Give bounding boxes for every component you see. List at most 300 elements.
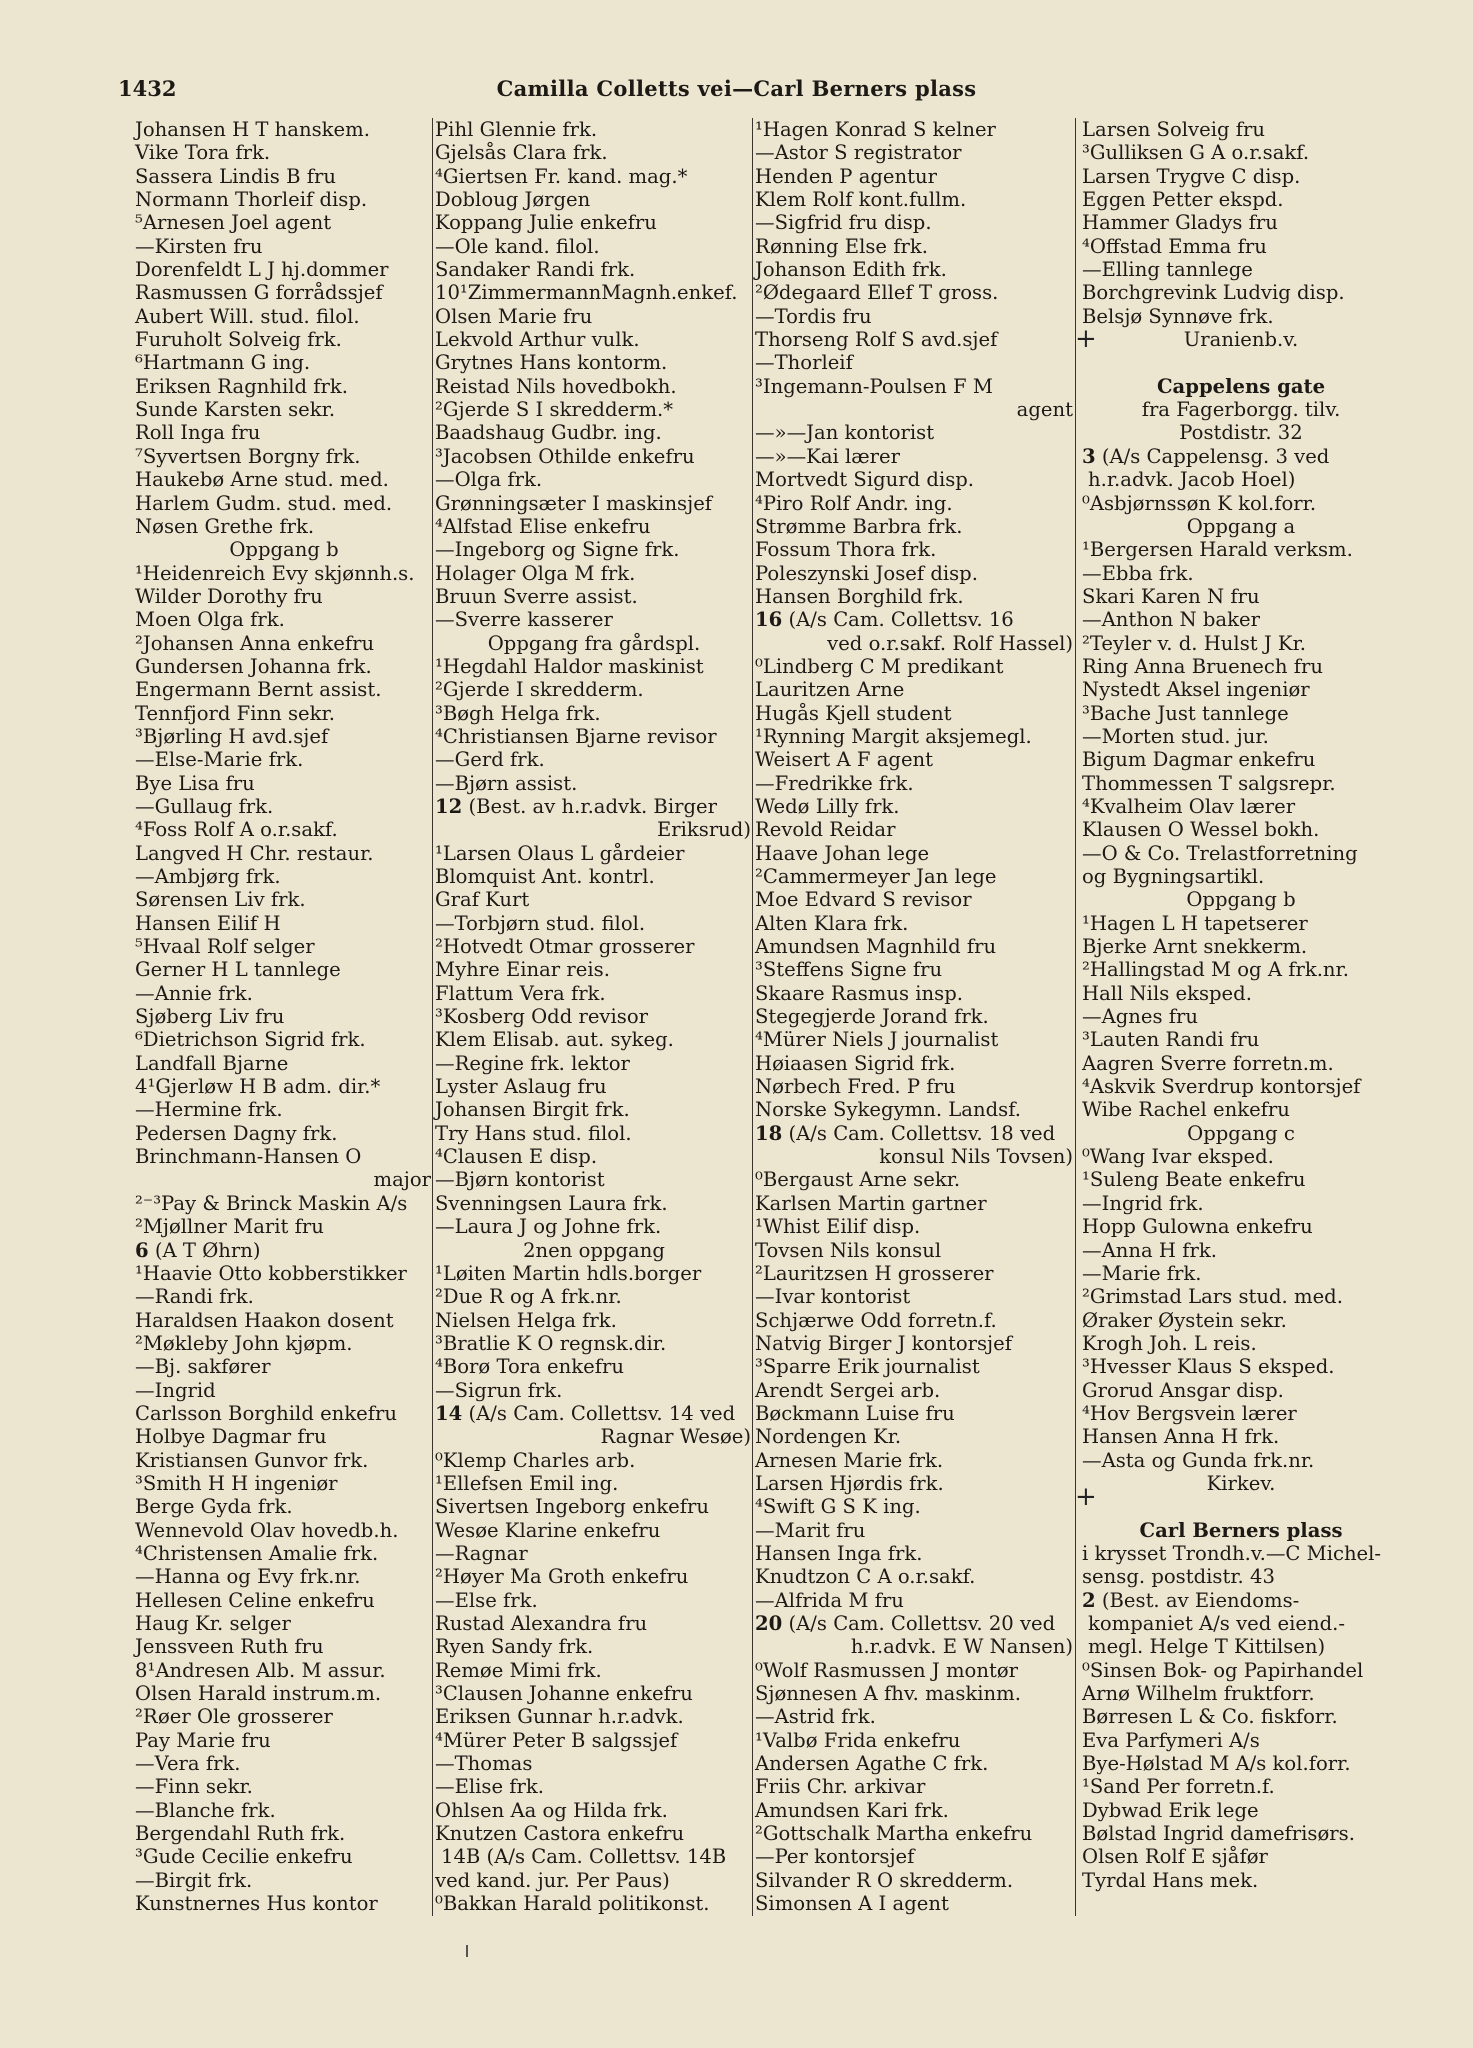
directory-entry: ¹Whist Eilif disp. xyxy=(755,1215,921,1239)
directory-entry: ²Grimstad Lars stud. med. xyxy=(1082,1285,1343,1309)
directory-entry: Baadshaug Gudbr. ing. xyxy=(435,421,662,445)
directory-entry: —Finn sekr. xyxy=(135,1775,253,1799)
directory-entry: Bølstad Ingrid damefrisørs. xyxy=(1082,1822,1355,1846)
directory-entry: Natvig Birger J kontorsjef xyxy=(755,1331,1012,1355)
directory-entry: Wedø Lilly frk. xyxy=(755,794,900,818)
directory-entry: —Sigrun frk. xyxy=(435,1378,563,1402)
directory-entry: Landfall Bjarne xyxy=(135,1051,289,1075)
directory-entry: Revold Reidar xyxy=(755,818,896,842)
directory-entry: ³Ingemann-Poulsen F M xyxy=(755,374,993,398)
directory-entry: Hansen Anna H frk. xyxy=(1082,1425,1280,1449)
directory-entry: Nørbech Fred. P fru xyxy=(755,1075,956,1099)
directory-entry: Johansen Birgit frk. xyxy=(435,1098,630,1122)
directory-entry: Sjøberg Liv fru xyxy=(135,1005,285,1029)
directory-entry: Larsen Hjørdis frk. xyxy=(755,1471,944,1495)
directory-entry: ²Teyler v. d. Hulst J Kr. xyxy=(1082,631,1307,655)
directory-entry: Rønning Else frk. xyxy=(755,234,928,258)
directory-entry: Rustad Alexandra fru xyxy=(435,1612,648,1635)
directory-entry: —Asta og Gunda frk.nr. xyxy=(1082,1448,1315,1472)
directory-entry: Uranienb.v. xyxy=(1183,328,1299,352)
directory-entry: Eriksen Ragnhild frk. xyxy=(135,374,348,398)
directory-entry: Stegegjerde Jorand frk. xyxy=(755,1005,989,1029)
directory-entry: Rasmussen G forrådssjef xyxy=(135,281,383,305)
directory-entry: —Astrid frk. xyxy=(755,1705,876,1729)
directory-entry: ¹Larsen Olaus L gårdeier xyxy=(435,841,685,865)
directory-entry: —Sverre kasserer xyxy=(435,608,613,632)
directory-entry: 2nen oppgang xyxy=(523,1238,665,1262)
directory-entry: Knutzen Castora enkefru xyxy=(435,1822,685,1846)
directory-entry: ³Gude Cecilie enkefru xyxy=(135,1845,353,1869)
directory-entry: Johansen H T hanskem. xyxy=(135,118,370,141)
directory-entry: ¹Haavie Otto kobberstikker xyxy=(135,1261,407,1285)
directory-entry: Graf Kurt xyxy=(435,888,530,912)
directory-entry: ²Høyer Ma Groth enkefru xyxy=(435,1565,689,1589)
directory-entry: Norske Sykegymn. Landsf. xyxy=(755,1098,1021,1122)
directory-entry: ³Bache Just tannlege xyxy=(1082,701,1289,725)
directory-entry: agent xyxy=(1016,398,1073,422)
directory-entry: Bruun Sverre assist. xyxy=(435,584,638,608)
directory-entry: ²Gottschalk Martha enkefru xyxy=(755,1822,1033,1846)
directory-entry: 8¹Andresen Alb. M assur. xyxy=(135,1658,386,1682)
directory-entry: Myhre Einar reis. xyxy=(435,958,610,982)
directory-entry: ²Gjerde S I skredderm.* xyxy=(435,398,674,422)
directory-entry: ⁶Dietrichson Sigrid frk. xyxy=(135,1028,366,1052)
directory-entry: ⁴Alfstad Elise enkefru xyxy=(435,514,651,538)
directory-entry: Schjærwe Odd forretn.f. xyxy=(755,1308,997,1332)
directory-entry: Sørensen Liv frk. xyxy=(135,888,306,912)
directory-entry: —Ingeborg og Signe frk. xyxy=(435,538,680,562)
directory-entry: ⁴Mürer Peter B salgssjef xyxy=(435,1728,678,1752)
column-rule xyxy=(1075,118,1076,1916)
directory-entry: 6 (A T Øhrn) xyxy=(135,1238,261,1262)
directory-entry: og Bygningsartikl. xyxy=(1082,865,1265,888)
directory-entry: ¹Valbø Frida enkefru xyxy=(755,1728,961,1752)
directory-entry: Haug Kr. selger xyxy=(135,1612,291,1635)
directory-entry: —Sigfrid fru disp. xyxy=(755,211,932,235)
directory-entry: ⁴Kvalheim Olav lærer xyxy=(1082,794,1296,818)
directory-entry: Moe Edvard S revisor xyxy=(755,888,972,912)
directory-entry: —Kirsten fru xyxy=(135,234,263,258)
directory-entry: —Marie frk. xyxy=(1082,1261,1202,1285)
directory-entry: Klausen O Wessel bokh. xyxy=(1082,818,1320,842)
directory-column-1 xyxy=(135,118,433,1915)
directory-entry: 4¹Gjerløw H B adm. dir.* xyxy=(135,1075,381,1099)
directory-entry: Furuholt Solveig frk. xyxy=(135,328,342,352)
directory-entry: —Bjørn kontorist xyxy=(435,1168,605,1192)
directory-entry: ²Due R og A frk.nr. xyxy=(435,1285,622,1309)
directory-entry: Hopp Gulowna enkefru xyxy=(1082,1215,1313,1239)
directory-entry: Larsen Solveig fru xyxy=(1082,118,1265,141)
directory-entry: 3 (A/s Cappelensg. 3 ved xyxy=(1082,444,1330,468)
directory-entry: —Bjørn assist. xyxy=(435,771,578,795)
directory-entry: fra Fagerborgg. tilv. xyxy=(1141,398,1341,422)
directory-entry: 20 (A/s Cam. Collettsv. 20 ved xyxy=(755,1612,1056,1635)
cross-marker: + xyxy=(1075,1482,1097,1512)
directory-entry: Normann Thorleif disp. xyxy=(135,188,368,212)
directory-entry: Wennevold Olav hovedb.h. xyxy=(135,1518,399,1542)
directory-entry: Koppang Julie enkefru xyxy=(435,211,657,235)
directory-entry: ²Gjerde I skredderm. xyxy=(435,678,644,702)
directory-entry: Weisert A F agent xyxy=(755,748,934,772)
directory-entry: —Torbjørn stud. filol. xyxy=(435,911,646,935)
directory-entry: ²⁻³Pay & Brinck Maskin A/s xyxy=(135,1191,408,1215)
directory-entry: ²Hotvedt Otmar grosserer xyxy=(435,935,695,959)
directory-entry: Sandaker Randi frk. xyxy=(435,258,636,282)
directory-entry: Cappelens gate xyxy=(1156,374,1326,398)
directory-entry: Dorenfeldt L J hj.dommer xyxy=(135,258,389,282)
directory-entry: Belsjø Synnøve frk. xyxy=(1082,304,1274,328)
directory-entry: Olsen Rolf E sjåfør xyxy=(1082,1845,1268,1869)
directory-entry: —Gerd frk. xyxy=(435,748,545,772)
directory-entry: Hammer Gladys fru xyxy=(1082,211,1278,235)
directory-entry: Berge Gyda frk. xyxy=(135,1495,293,1519)
directory-entry: ⁰Wolf Rasmussen J montør xyxy=(755,1658,1019,1682)
page-title: Camilla Colletts vei—Carl Berners plass xyxy=(496,76,977,101)
directory-entry: Øraker Øystein sekr. xyxy=(1082,1308,1287,1332)
directory-entry: ³Steffens Signe fru xyxy=(755,958,943,982)
directory-entry: —Agnes fru xyxy=(1082,1005,1199,1029)
directory-entry: ¹Sand Per forretn.f. xyxy=(1082,1775,1275,1799)
directory-entry: Bye-Hølstad M A/s kol.forr. xyxy=(1082,1752,1351,1776)
directory-entry: Carlsson Borghild enkefru xyxy=(135,1401,398,1425)
directory-entry: Gjelsås Clara frk. xyxy=(435,141,608,165)
directory-entry: Johanson Edith frk. xyxy=(755,258,947,282)
directory-entry: ³Bjørling H avd.sjef xyxy=(135,724,329,748)
directory-entry: Tennfjord Finn sekr. xyxy=(135,701,335,725)
directory-entry: ²Møkleby John kjøpm. xyxy=(135,1331,353,1355)
directory-entry xyxy=(1082,351,1400,374)
directory-entry: 14 (A/s Cam. Collettsv. 14 ved xyxy=(435,1401,736,1425)
directory-entry: ²Hallingstad M og A frk.nr. xyxy=(1082,958,1349,982)
directory-entry: —Birgit frk. xyxy=(135,1868,253,1892)
directory-entry: Thorseng Rolf S avd.sjef xyxy=(755,328,998,352)
directory-entry: ⁴Offstad Emma fru xyxy=(1082,234,1267,258)
directory-entry: ⁴Foss Rolf A o.r.sakf. xyxy=(135,818,338,842)
directory-entry: ³Gulliksen G A o.r.sakf. xyxy=(1082,141,1310,165)
directory-entry: —Ingrid xyxy=(135,1378,216,1402)
directory-entry: Krogh Joh. L reis. xyxy=(1082,1331,1257,1355)
directory-entry: Borchgrevink Ludvig disp. xyxy=(1082,281,1345,305)
directory-entry: ⁴Hov Bergsvein lærer xyxy=(1082,1401,1297,1425)
directory-entry: 14B (A/s Cam. Collettsv. 14B xyxy=(441,1845,727,1869)
directory-entry: 2 (Best. av Eiendoms- xyxy=(1082,1588,1300,1612)
directory-entry: ⁰Sinsen Bok- og Papirhandel xyxy=(1082,1658,1364,1682)
directory-entry: Ohlsen Aa og Hilda frk. xyxy=(435,1798,668,1822)
directory-entry: ³Lauten Randi fru xyxy=(1082,1028,1260,1052)
directory-entry: ⁰Wang Ivar eksped. xyxy=(1082,1145,1274,1169)
directory-entry: —Else frk. xyxy=(435,1588,538,1612)
page-header xyxy=(0,76,1473,106)
directory-entry: Pedersen Dagny frk. xyxy=(135,1121,338,1145)
directory-entry: ⁰Bakkan Harald politikonst. xyxy=(435,1892,710,1916)
directory-entry: —Ingrid frk. xyxy=(1082,1191,1204,1215)
directory-entry: Haave Johan lege xyxy=(755,841,930,865)
directory-entry: h.r.advk. Jacob Hoel) xyxy=(1088,468,1296,492)
directory-entry: Henden P agentur xyxy=(755,164,937,188)
directory-entry: ³Hvesser Klaus S eksped. xyxy=(1082,1355,1335,1379)
directory-entry: Blomquist Ant. kontrl. xyxy=(435,865,655,888)
directory-entry: Tyrdal Hans mek. xyxy=(1082,1868,1259,1892)
directory-entry: Knudtzon C A o.r.sakf. xyxy=(755,1565,976,1589)
directory-entry: —Fredrikke frk. xyxy=(755,771,914,795)
directory-entry: —Elise frk. xyxy=(435,1775,545,1799)
directory-entry: Fossum Thora frk. xyxy=(755,538,937,562)
directory-entry: Eriksrud) xyxy=(656,818,751,842)
directory-entry: Bøckmann Luise fru xyxy=(755,1401,955,1425)
directory-entry: Børresen L & Co. fiskforr. xyxy=(1082,1705,1338,1729)
directory-entry: Haraldsen Haakon dosent xyxy=(135,1308,394,1332)
directory-entry: Flattum Vera frk. xyxy=(435,981,606,1005)
directory-entry: ⁰Bergaust Arne sekr. xyxy=(755,1168,961,1192)
directory-entry: Kunstnernes Hus kontor xyxy=(135,1892,378,1916)
directory-entry: Mortvedt Sigurd disp. xyxy=(755,468,975,492)
directory-entry: ⁰Asbjørnssøn K kol.forr. xyxy=(1082,491,1317,515)
directory-entry: ⁴Christensen Amalie frk. xyxy=(135,1541,379,1565)
directory-entry: ⁶Hartmann G ing. xyxy=(135,351,311,375)
directory-entry: Hansen Inga frk. xyxy=(755,1541,923,1565)
directory-entry: Postdistr. 32 xyxy=(1179,421,1303,445)
directory-entry: —Else-Marie frk. xyxy=(135,748,304,772)
directory-entry: —Randi frk. xyxy=(135,1285,254,1309)
directory-entry: —Ambjørg frk. xyxy=(135,865,281,888)
directory-entry: Lauritzen Arne xyxy=(755,678,905,702)
directory-entry: ²Lauritzsen H grosserer xyxy=(755,1261,994,1285)
directory-entry: Olsen Harald instrum.m. xyxy=(135,1682,382,1706)
directory-entry: Lyster Aslaug fru xyxy=(435,1075,607,1099)
directory-entry: ved kand. jur. Per Paus) xyxy=(435,1868,670,1892)
directory-entry: ¹Hegdahl Haldor maskinist xyxy=(435,654,704,678)
directory-entry: —Ole kand. filol. xyxy=(435,234,600,258)
directory-entry: —Per kontorsjef xyxy=(755,1845,915,1869)
directory-entry: Reistad Nils hovedbokh. xyxy=(435,374,677,398)
directory-entry: ¹Hagen L H tapetserer xyxy=(1082,911,1308,935)
directory-entry: ⁴Christiansen Bjarne revisor xyxy=(435,724,717,748)
directory-entry: —Annie frk. xyxy=(135,981,253,1005)
directory-entry: Strømme Barbra frk. xyxy=(755,514,963,538)
directory-entry: Oppgang b xyxy=(229,538,339,562)
directory-entry: Wesøe Klarine enkefru xyxy=(435,1518,661,1542)
directory-entry: —Vera frk. xyxy=(135,1752,241,1776)
directory-entry: ved o.r.sakf. Rolf Hassel) xyxy=(827,631,1073,655)
directory-entry: ³Bratlie K O regnsk.dir. xyxy=(435,1331,667,1355)
directory-entry: megl. Helge T Kittilsen) xyxy=(1088,1635,1326,1659)
directory-entry: Engermann Bernt assist. xyxy=(135,678,382,702)
directory-entry: Gerner H L tannlege xyxy=(135,958,341,982)
directory-entry: Oppgang fra gårdspl. xyxy=(487,631,701,655)
directory-entry: Eriksen Gunnar h.r.advk. xyxy=(435,1705,684,1729)
directory-entry: Høiaasen Sigrid frk. xyxy=(755,1051,956,1075)
directory-entry: Skaare Rasmus insp. xyxy=(755,981,963,1005)
directory-column-4 xyxy=(1082,118,1400,1892)
directory-entry: —Bj. sakfører xyxy=(135,1355,271,1379)
directory-entry: Arnesen Marie frk. xyxy=(755,1448,944,1472)
directory-entry: ⁴Borø Tora enkefru xyxy=(435,1355,624,1379)
directory-entry: Bjerke Arnt snekkerm. xyxy=(1082,935,1308,959)
directory-entry: ⁰Klemp Charles arb. xyxy=(435,1448,636,1472)
directory-entry: Bigum Dagmar enkefru xyxy=(1082,748,1316,772)
directory-entry: —Regine frk. lektor xyxy=(435,1051,630,1075)
directory-entry: Hansen Borghild frk. xyxy=(755,584,964,608)
directory-entry: —Anthon N baker xyxy=(1082,608,1260,632)
directory-entry: —Laura J og Johne frk. xyxy=(435,1215,662,1239)
directory-entry: Nielsen Helga frk. xyxy=(435,1308,617,1332)
directory-entry: Svenningsen Laura frk. xyxy=(435,1191,668,1215)
directory-entry: Pay Marie fru xyxy=(135,1728,271,1752)
directory-entry: —Anna H frk. xyxy=(1082,1238,1217,1262)
directory-entry: Silvander R O skredderm. xyxy=(755,1868,1014,1892)
directory-entry: ¹Hagen Konrad S kelner xyxy=(755,118,996,141)
cross-marker: + xyxy=(1075,324,1097,354)
directory-entry: Moen Olga frk. xyxy=(135,608,285,632)
directory-entry: Klem Elisab. aut. sykeg. xyxy=(435,1028,674,1052)
directory-entry: Try Hans stud. filol. xyxy=(435,1121,632,1145)
directory-entry: Arendt Sergei arb. xyxy=(755,1378,941,1402)
directory-entry: Remøe Mimi frk. xyxy=(435,1658,602,1682)
directory-entry: Amundsen Magnhild fru xyxy=(755,935,997,959)
directory-entry: —Ivar kontorist xyxy=(755,1285,911,1309)
directory-entry: Nordengen Kr. xyxy=(755,1425,902,1449)
directory-entry: ¹Rynning Margit aksjemegl. xyxy=(755,724,1032,748)
directory-entry: Amundsen Kari frk. xyxy=(755,1798,949,1822)
directory-entry: Grytnes Hans kontorm. xyxy=(435,351,668,375)
directory-entry: Carl Berners plass xyxy=(1139,1518,1343,1542)
directory-entry: ⁴Askvik Sverdrup kontorsjef xyxy=(1082,1075,1361,1099)
directory-entry: ¹Ellefsen Emil ing. xyxy=(435,1471,619,1495)
directory-entry: Dybwad Erik lege xyxy=(1082,1798,1259,1822)
directory-entry: Lekvold Arthur vulk. xyxy=(435,328,640,352)
directory-entry: Hellesen Celine enkefru xyxy=(135,1588,375,1612)
directory-entry: —Gullaug frk. xyxy=(135,794,274,818)
directory-entry: Hall Nils eksped. xyxy=(1082,981,1252,1005)
directory-entry: —Thorleif xyxy=(755,351,853,375)
directory-entry: —Morten stud. jur. xyxy=(1082,724,1269,748)
directory-entry: Poleszynski Josef disp. xyxy=(755,561,978,585)
directory-entry: ³Kosberg Odd revisor xyxy=(435,1005,648,1029)
directory-entry: ⁴Clausen E disp. xyxy=(435,1145,598,1169)
directory-entry: Bye Lisa fru xyxy=(135,771,255,795)
directory-entry: ⁴Giertsen Fr. kand. mag.* xyxy=(435,164,688,188)
directory-entry: ²Mjøllner Marit fru xyxy=(135,1215,324,1239)
directory-entry: ³Smith H H ingeniør xyxy=(135,1471,338,1495)
directory-entry: Karlsen Martin gartner xyxy=(755,1191,987,1215)
print-mark xyxy=(466,1945,468,1957)
directory-entry: Gundersen Johanna frk. xyxy=(135,654,372,678)
directory-entry: ³Jacobsen Othilde enkefru xyxy=(435,444,695,468)
directory-entry: i krysset Trondh.v.—C Michel- xyxy=(1082,1541,1382,1565)
directory-entry: ⁵Hvaal Rolf selger xyxy=(135,935,315,959)
directory-entry: Hugås Kjell student xyxy=(755,701,952,725)
directory-entry: Eggen Petter ekspd. xyxy=(1082,188,1284,212)
directory-entry: Thommessen T salgsrepr. xyxy=(1082,771,1336,795)
directory-entry: Oppgang b xyxy=(1186,888,1296,912)
directory-entry: ⁰Lindberg C M predikant xyxy=(755,654,1004,678)
directory-entry xyxy=(1082,1495,1400,1518)
directory-entry: Larsen Trygve C disp. xyxy=(1082,164,1301,188)
directory-entry: —Hermine frk. xyxy=(135,1098,283,1122)
directory-entry: ³Bøgh Helga frk. xyxy=(435,701,601,725)
directory-entry: 16 (A/s Cam. Collettsv. 16 xyxy=(755,608,1014,632)
directory-entry: —»—Jan kontorist xyxy=(755,421,935,445)
directory-entry: Wibe Rachel enkefru xyxy=(1082,1098,1290,1122)
directory-entry: Aubert Will. stud. filol. xyxy=(135,304,360,328)
directory-entry: Vike Tora frk. xyxy=(135,141,271,165)
directory-entry: kompaniet A/s ved eiend.- xyxy=(1088,1612,1345,1635)
directory-entry: konsul Nils Tovsen) xyxy=(879,1145,1073,1169)
directory-entry: ²Ødegaard Ellef T gross. xyxy=(755,281,999,305)
directory-column-2 xyxy=(435,118,753,1915)
directory-entry: —O & Co. Trelastforretning xyxy=(1082,841,1358,865)
directory-entry: Eva Parfymeri A/s xyxy=(1082,1728,1260,1752)
directory-entry: —Astor S registrator xyxy=(755,141,962,165)
directory-entry: major xyxy=(373,1168,431,1192)
directory-entry: Kristiansen Gunvor frk. xyxy=(135,1448,369,1472)
directory-entry: —Blanche frk. xyxy=(135,1798,276,1822)
directory-entry: Grønningsæter I maskinsjef xyxy=(435,491,713,515)
directory-entry: —Elling tannlege xyxy=(1082,258,1253,282)
directory-entry: Hansen Eilif H xyxy=(135,911,281,935)
directory-entry: —Tordis fru xyxy=(755,304,872,328)
directory-entry: ¹Suleng Beate enkefru xyxy=(1082,1168,1306,1192)
directory-entry: Holbye Dagmar fru xyxy=(135,1425,327,1449)
directory-entry: Harlem Gudm. stud. med. xyxy=(135,491,393,515)
directory-entry: —Olga frk. xyxy=(435,468,543,492)
directory-entry: Ryen Sandy frk. xyxy=(435,1635,594,1659)
directory-entry: Bergendahl Ruth frk. xyxy=(135,1822,346,1846)
directory-entry: ⁷Syvertsen Borgny frk. xyxy=(135,444,361,468)
directory-entry: Friis Chr. arkivar xyxy=(755,1775,926,1799)
directory-entry: Simonsen A I agent xyxy=(755,1892,949,1916)
directory-entry: Ragnar Wesøe) xyxy=(600,1425,751,1449)
directory-entry: —Ragnar xyxy=(435,1541,528,1565)
directory-entry: ¹Heidenreich Evy skjønnh.s. xyxy=(135,561,415,585)
directory-entry: Roll Inga fru xyxy=(135,421,261,445)
directory-entry: —Hanna og Evy frk.nr. xyxy=(135,1565,361,1589)
directory-entry: Nystedt Aksel ingeniør xyxy=(1082,678,1310,702)
directory-entry: Andersen Agathe C frk. xyxy=(755,1752,989,1776)
directory-entry: ²Cammermeyer Jan lege xyxy=(755,865,997,888)
directory-entry: —Ebba frk. xyxy=(1082,561,1194,585)
directory-entry: Skari Karen N fru xyxy=(1082,584,1260,608)
directory-entry: ⁴Swift G S K ing. xyxy=(755,1495,921,1519)
directory-entry: 10¹ZimmermannMagnh.enkef. xyxy=(435,281,738,305)
directory-entry: Holager Olga M frk. xyxy=(435,561,636,585)
directory-entry: —Marit fru xyxy=(755,1518,866,1542)
directory-entry: ²Røer Ole grosserer xyxy=(135,1705,333,1729)
directory-entry: 18 (A/s Cam. Collettsv. 18 ved xyxy=(755,1121,1056,1145)
directory-entry: Langved H Chr. restaur. xyxy=(135,841,374,865)
directory-entry: h.r.advk. E W Nansen) xyxy=(850,1635,1073,1659)
directory-entry: Wilder Dorothy fru xyxy=(135,584,323,608)
directory-entry: Nøsen Grethe frk. xyxy=(135,514,315,538)
directory-entry: Pihl Glennie frk. xyxy=(435,118,598,141)
directory-entry: Haukebø Arne stud. med. xyxy=(135,468,389,492)
directory-entry: Sunde Karsten sekr. xyxy=(135,398,336,422)
directory-entry: Klem Rolf kont.fullm. xyxy=(755,188,967,212)
directory-entry: Oppgang c xyxy=(1187,1121,1295,1145)
directory-entry: Sjønnesen A fhv. maskinm. xyxy=(755,1682,1021,1706)
directory-entry: Brinchmann-Hansen O xyxy=(135,1145,362,1169)
directory-column-3 xyxy=(755,118,1075,1915)
directory-entry: Dobloug Jørgen xyxy=(435,188,591,212)
directory-entry: ⁴Mürer Niels J journalist xyxy=(755,1028,999,1052)
directory-entry: Olsen Marie fru xyxy=(435,304,593,328)
directory-entry: ¹Bergersen Harald verksm. xyxy=(1082,538,1353,562)
directory-entry: Sivertsen Ingeborg enkefru xyxy=(435,1495,709,1519)
directory-entry: Jenssveen Ruth fru xyxy=(135,1635,324,1659)
directory-entry: ²Johansen Anna enkefru xyxy=(135,631,375,655)
directory-entry: sensg. postdistr. 43 xyxy=(1082,1565,1275,1589)
directory-entry: Alten Klara frk. xyxy=(755,911,909,935)
